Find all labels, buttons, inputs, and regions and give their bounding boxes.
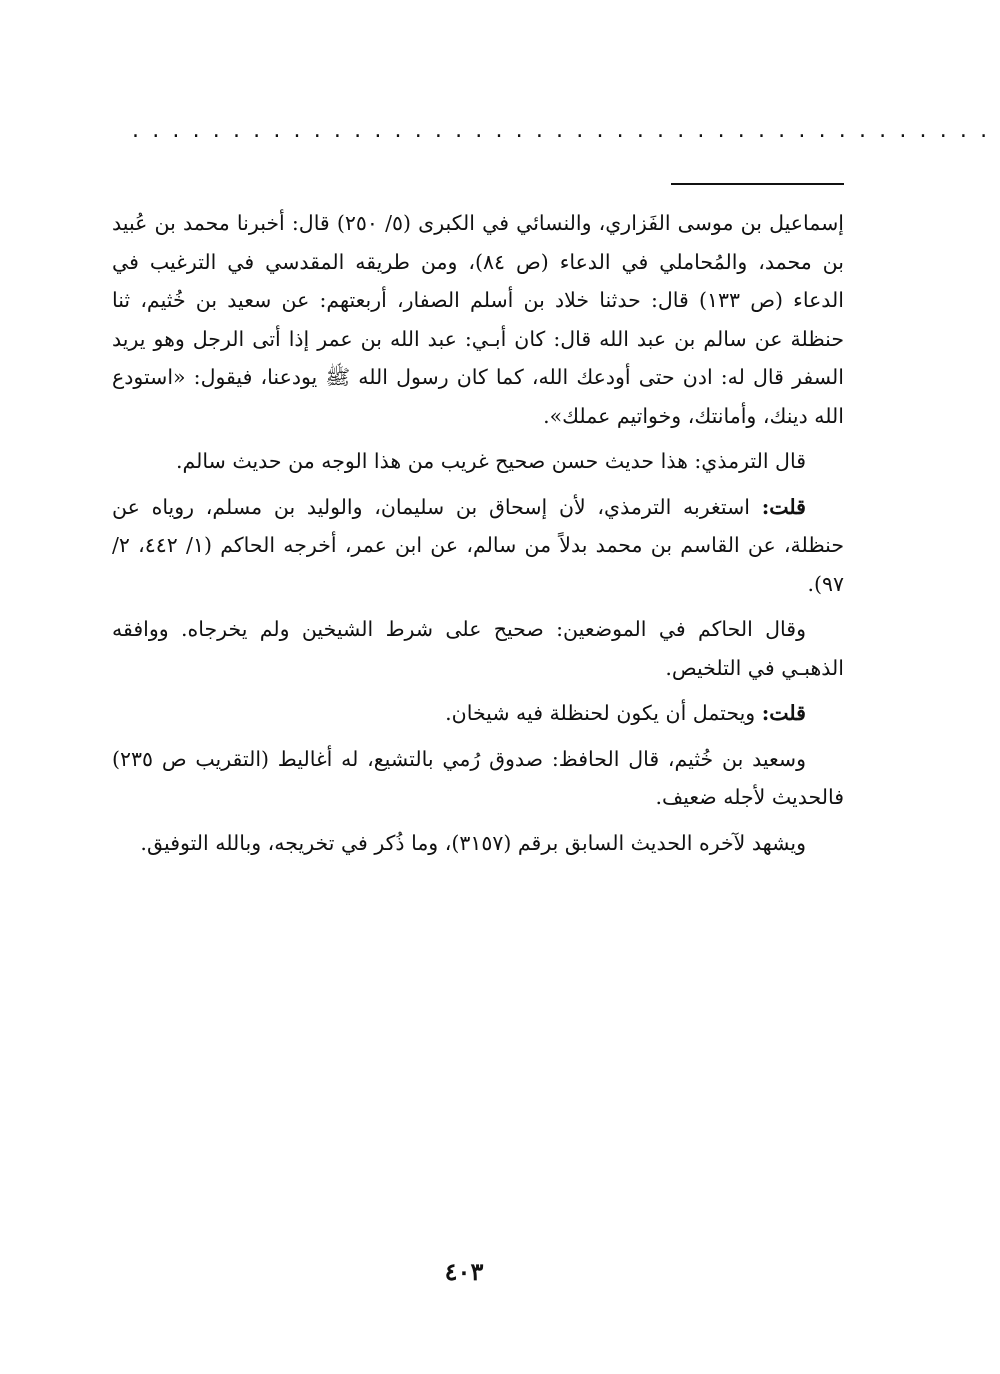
page-number: ٤٠٣ [444, 1257, 484, 1286]
footnote-paragraph-1: إسماعيل بن موسى الفَزاري، والنسائي في الكبرى (٥/ ٢٥٠) قال: أخبرنا محمد بن عُبيد بن محمد، والمُحاملي في الدعاء (ص ٨٤)، ومن طريقه المقدسي في الترغيب في الدعاء (ص ١٣٣) قال: حدثنا خلاد بن أسلم الصفار، أربعتهم: عن سعيد بن خُثيم، ثنا حنظلة عن سالم بن عبد الله قال: كان أبـي: عبد الله بن عمر إذا أتى الرجل وهو يريد السفر قال له: ادن حتى أودعك الله، كما كان رسول الله ﷺ يودعنا، فيقول: «استودع الله دينك، وأمانتك، وخواتيم عملك». [112, 211, 844, 428]
footnote-rule [671, 183, 844, 185]
dotted-separator: ........................................... [132, 118, 1000, 143]
footnote-paragraph-4: وقال الحاكم في الموضعين: صحيح على شرط الشيخين ولم يخرجاه. ووافقه الذهبـي في التلخيص. [112, 617, 844, 680]
footnote-text [112, 204, 844, 869]
footnote-paragraph-6: وسعيد بن خُثيم، قال الحافظ: صدوق رُمي بالتشيع، له أغاليط (التقريب ص ٢٣٥) فالحديث لأجله ضعيف. [112, 746, 844, 809]
footnote-paragraph-5 [112, 694, 844, 733]
footnote-paragraph-7: ويشهد لآخره الحديث السابق برقم (٣١٥٧)، وما ذُكر في تخريجه، وبالله التوفيق. [140, 830, 806, 855]
qultu-label: قلت: [761, 701, 806, 725]
footnote-paragraph-3 [112, 488, 844, 604]
footnote-paragraph-2: قال الترمذي: هذا حديث حسن صحيح غريب من هذا الوجه من حديث سالم. [175, 449, 806, 473]
footnote-paragraph-5-text: ويحتمل أن يكون لحنظلة فيه شيخان. [445, 701, 762, 725]
qultu-label: قلت: [761, 494, 806, 519]
footnote-paragraph-3-text: استغربه الترمذي، لأن إسحاق بن سليمان، والوليد بن مسلم، روياه عن حنظلة، عن القاسم بن محمد بدلاً من سالم، عن ابن عمر، أخرجه الحاكم (١/ ٤٤٢، ٢/ ٩٧). [112, 494, 844, 596]
